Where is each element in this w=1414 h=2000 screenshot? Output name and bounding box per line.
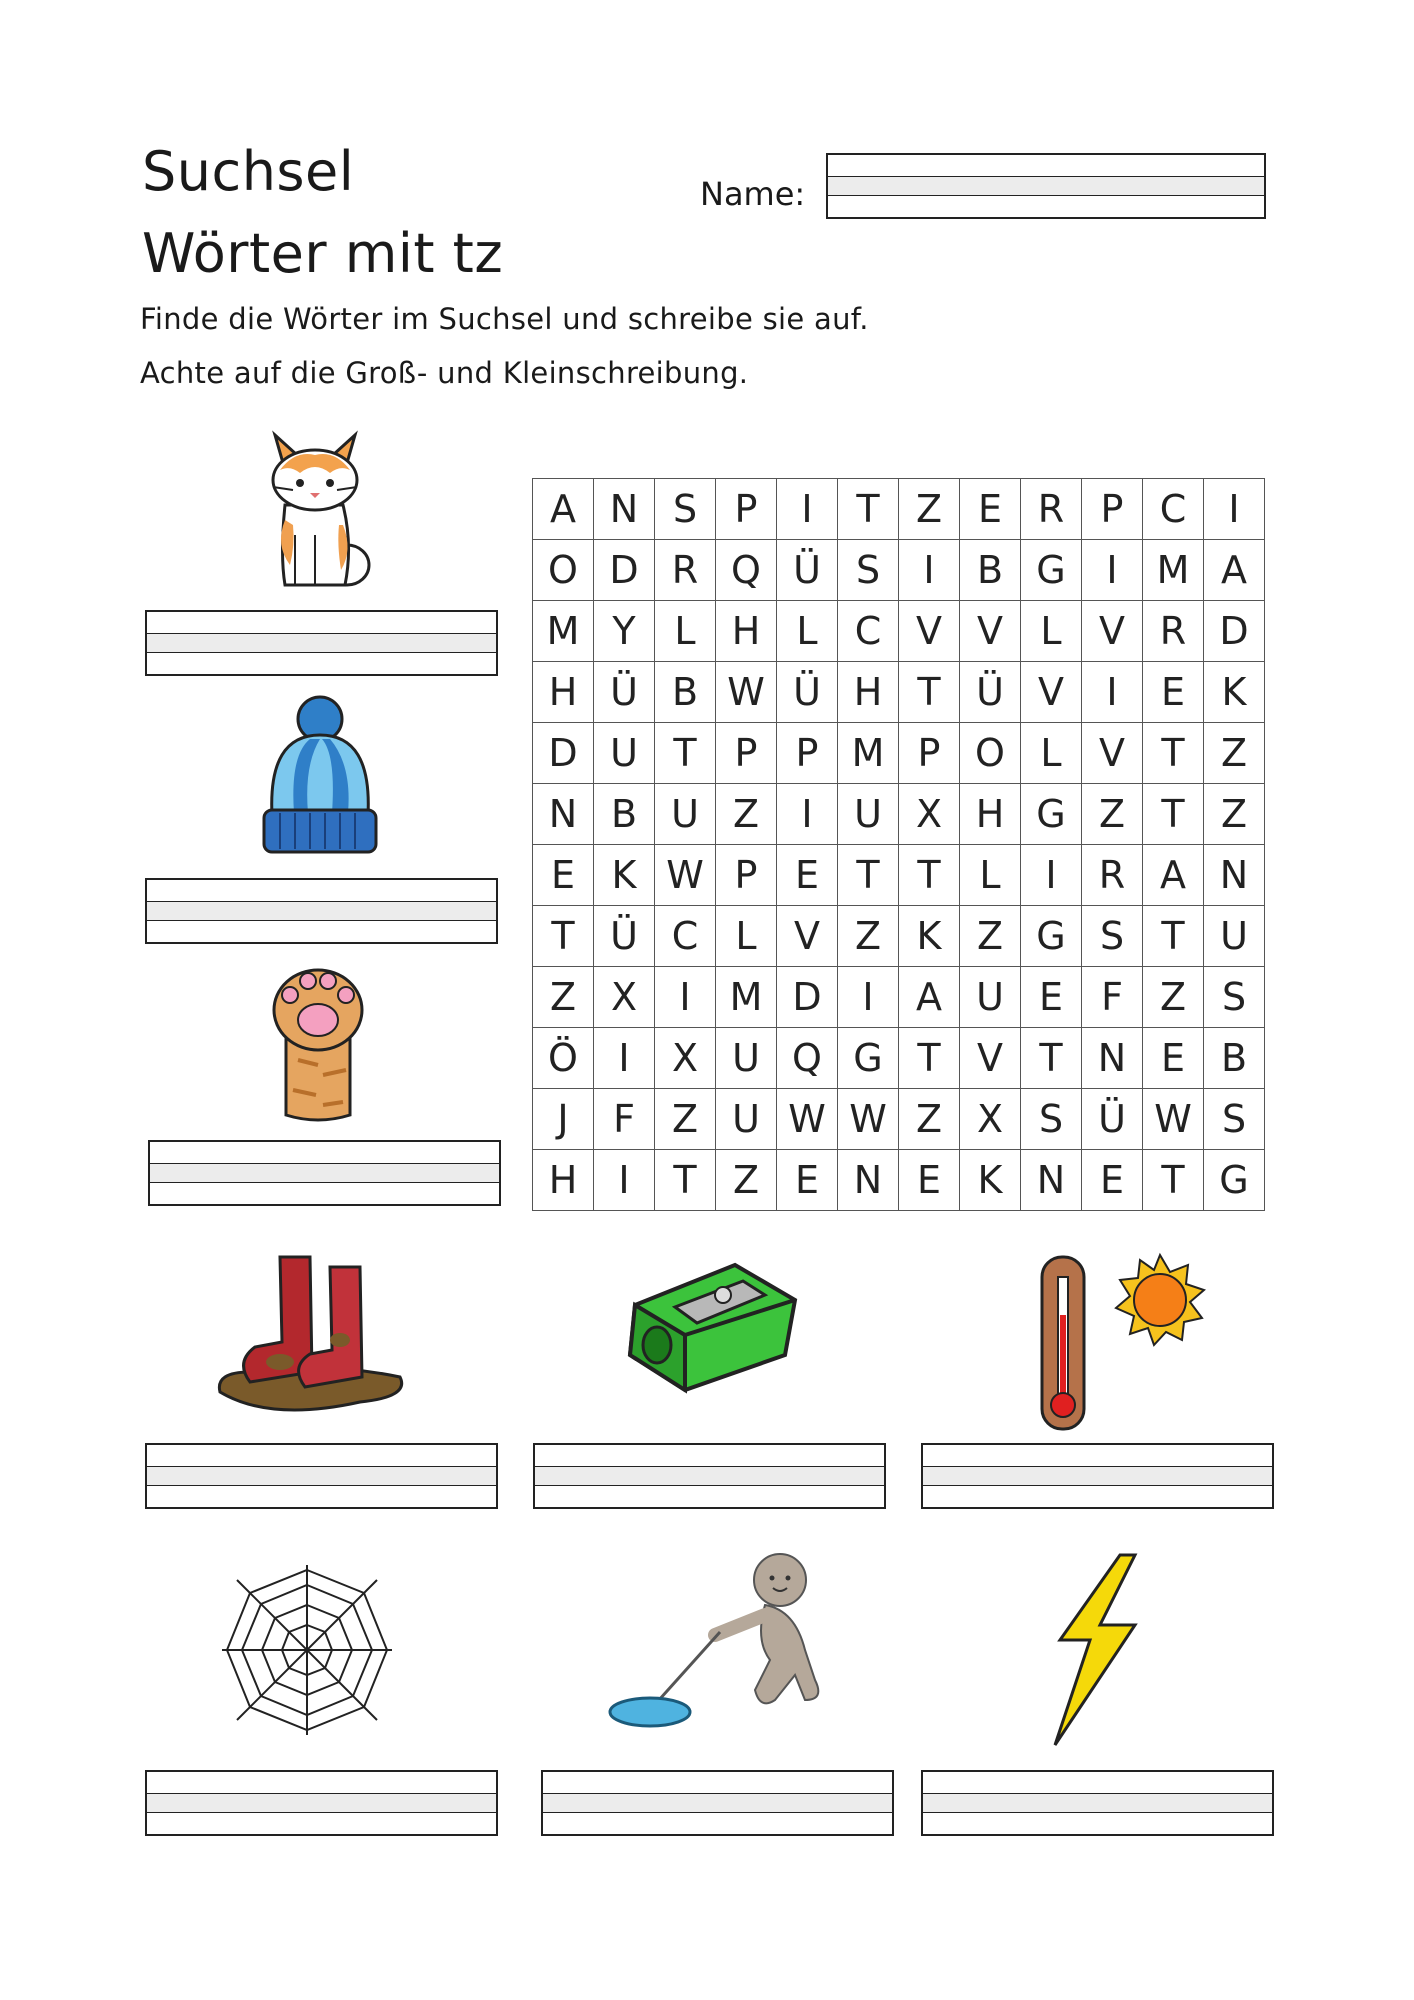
grid-cell[interactable]: Z xyxy=(899,479,960,540)
grid-cell[interactable]: M xyxy=(838,723,899,784)
answer-field-cat[interactable] xyxy=(145,610,498,676)
spider-web-icon xyxy=(222,1565,392,1735)
grid-cell[interactable]: I xyxy=(838,967,899,1028)
grid-cell[interactable]: Y xyxy=(594,601,655,662)
grid-cell[interactable]: V xyxy=(960,601,1021,662)
grid-cell[interactable]: T xyxy=(838,845,899,906)
grid-cell[interactable]: P xyxy=(716,479,777,540)
grid-cell[interactable]: Z xyxy=(1204,723,1265,784)
grid-cell[interactable]: P xyxy=(716,845,777,906)
grid-cell[interactable]: S xyxy=(1204,1089,1265,1150)
grid-cell[interactable]: Z xyxy=(1143,967,1204,1028)
grid-cell[interactable]: W xyxy=(1143,1089,1204,1150)
grid-cell[interactable]: H xyxy=(838,662,899,723)
grid-cell[interactable]: Ü xyxy=(1082,1089,1143,1150)
grid-cell[interactable]: E xyxy=(1021,967,1082,1028)
grid-cell[interactable]: L xyxy=(960,845,1021,906)
grid-cell[interactable]: E xyxy=(1143,1028,1204,1089)
grid-cell[interactable]: J xyxy=(533,1089,594,1150)
grid-cell[interactable]: E xyxy=(960,479,1021,540)
grid-cell[interactable]: N xyxy=(838,1150,899,1211)
grid-cell[interactable]: X xyxy=(960,1089,1021,1150)
grid-cell[interactable]: R xyxy=(1143,601,1204,662)
grid-cell[interactable]: N xyxy=(533,784,594,845)
grid-cell[interactable]: Z xyxy=(1204,784,1265,845)
grid-cell[interactable]: I xyxy=(899,540,960,601)
grid-cell[interactable]: Q xyxy=(777,1028,838,1089)
grid-cell[interactable]: V xyxy=(899,601,960,662)
grid-cell[interactable]: I xyxy=(777,479,838,540)
grid-cell[interactable]: D xyxy=(594,540,655,601)
grid-cell[interactable]: U xyxy=(594,723,655,784)
grid-cell[interactable]: T xyxy=(533,906,594,967)
grid-cell[interactable]: Z xyxy=(716,784,777,845)
grid-cell[interactable]: L xyxy=(1021,601,1082,662)
grid-cell[interactable]: A xyxy=(533,479,594,540)
grid-cell[interactable]: E xyxy=(1143,662,1204,723)
grid-cell[interactable]: B xyxy=(960,540,1021,601)
grid-cell[interactable]: I xyxy=(594,1150,655,1211)
grid-cell[interactable]: I xyxy=(777,784,838,845)
grid-cell[interactable]: G xyxy=(1204,1150,1265,1211)
worksheet-title: Suchsel xyxy=(142,140,355,203)
grid-cell[interactable]: L xyxy=(1021,723,1082,784)
answer-field-sharpener[interactable] xyxy=(533,1443,886,1509)
grid-cell[interactable]: I xyxy=(655,967,716,1028)
grid-cell[interactable]: A xyxy=(1204,540,1265,601)
grid-cell[interactable]: V xyxy=(777,906,838,967)
grid-cell[interactable]: W xyxy=(655,845,716,906)
answer-field-lightning[interactable] xyxy=(921,1770,1274,1836)
answer-field-thermometer[interactable] xyxy=(921,1443,1274,1509)
grid-cell[interactable]: L xyxy=(655,601,716,662)
grid-cell[interactable]: T xyxy=(838,479,899,540)
grid-cell[interactable]: H xyxy=(716,601,777,662)
grid-cell[interactable]: E xyxy=(533,845,594,906)
grid-cell[interactable]: S xyxy=(655,479,716,540)
grid-cell[interactable]: K xyxy=(899,906,960,967)
grid-cell[interactable]: T xyxy=(1143,723,1204,784)
grid-cell[interactable]: N xyxy=(594,479,655,540)
grid-cell[interactable]: C xyxy=(655,906,716,967)
grid-cell[interactable]: G xyxy=(1021,906,1082,967)
grid-cell[interactable]: F xyxy=(594,1089,655,1150)
grid-cell[interactable]: P xyxy=(899,723,960,784)
grid-cell[interactable]: X xyxy=(655,1028,716,1089)
grid-cell[interactable]: L xyxy=(777,601,838,662)
grid-cell[interactable]: A xyxy=(899,967,960,1028)
grid-cell[interactable]: S xyxy=(1082,906,1143,967)
grid-cell[interactable]: B xyxy=(594,784,655,845)
answer-field-web[interactable] xyxy=(145,1770,498,1836)
grid-cell[interactable]: N xyxy=(1204,845,1265,906)
grid-cell[interactable]: Ö xyxy=(533,1028,594,1089)
grid-cell[interactable]: P xyxy=(716,723,777,784)
grid-cell[interactable]: Z xyxy=(1082,784,1143,845)
grid-cell[interactable]: I xyxy=(594,1028,655,1089)
grid-cell[interactable]: L xyxy=(716,906,777,967)
grid-cell[interactable]: M xyxy=(533,601,594,662)
grid-cell[interactable]: Z xyxy=(960,906,1021,967)
grid-cell[interactable]: R xyxy=(1082,845,1143,906)
grid-cell[interactable]: Ü xyxy=(777,662,838,723)
grid-cell[interactable]: T xyxy=(1143,1150,1204,1211)
grid-cell[interactable]: T xyxy=(899,845,960,906)
name-label: Name: xyxy=(700,175,806,213)
grid-cell[interactable]: E xyxy=(1082,1150,1143,1211)
grid-cell[interactable]: B xyxy=(1204,1028,1265,1089)
instruction-line-1: Finde die Wörter im Suchsel und schreibe sie auf. xyxy=(140,302,869,336)
answer-field-hat[interactable] xyxy=(145,878,498,944)
grid-cell[interactable]: U xyxy=(1204,906,1265,967)
grid-cell[interactable]: H xyxy=(533,1150,594,1211)
grid-cell[interactable]: C xyxy=(1143,479,1204,540)
grid-cell[interactable]: O xyxy=(960,723,1021,784)
grid-cell[interactable]: D xyxy=(777,967,838,1028)
grid-cell[interactable]: O xyxy=(533,540,594,601)
grid-cell[interactable]: U xyxy=(716,1028,777,1089)
worksheet-subtitle: Wörter mit tz xyxy=(142,222,504,285)
instruction-line-2: Achte auf die Groß- und Kleinschreibung. xyxy=(140,356,749,390)
grid-cell[interactable]: N xyxy=(1021,1150,1082,1211)
grid-cell[interactable]: T xyxy=(1021,1028,1082,1089)
grid-cell[interactable]: A xyxy=(1143,845,1204,906)
grid-cell[interactable]: B xyxy=(655,662,716,723)
grid-cell[interactable]: S xyxy=(1021,1089,1082,1150)
grid-cell[interactable]: I xyxy=(1082,662,1143,723)
grid-cell[interactable]: Ü xyxy=(960,662,1021,723)
grid-cell[interactable]: Ü xyxy=(777,540,838,601)
grid-cell[interactable]: T xyxy=(655,723,716,784)
grid-cell[interactable]: P xyxy=(777,723,838,784)
grid-cell[interactable]: T xyxy=(899,662,960,723)
grid-cell[interactable]: I xyxy=(1021,845,1082,906)
grid-cell[interactable]: D xyxy=(533,723,594,784)
grid-cell[interactable]: S xyxy=(1204,967,1265,1028)
grid-cell[interactable]: H xyxy=(960,784,1021,845)
grid-cell[interactable]: G xyxy=(838,1028,899,1089)
grid-cell[interactable]: H xyxy=(533,662,594,723)
grid-cell[interactable]: V xyxy=(1082,601,1143,662)
grid-cell[interactable]: C xyxy=(838,601,899,662)
grid-cell[interactable]: M xyxy=(716,967,777,1028)
grid-cell[interactable]: M xyxy=(1143,540,1204,601)
grid-cell[interactable]: P xyxy=(1082,479,1143,540)
grid-cell[interactable]: E xyxy=(777,1150,838,1211)
grid-cell[interactable]: W xyxy=(838,1089,899,1150)
grid-cell[interactable]: T xyxy=(1143,784,1204,845)
pencil-sharpener-icon xyxy=(625,1245,805,1395)
grid-cell[interactable]: I xyxy=(1204,479,1265,540)
grid-cell[interactable]: T xyxy=(899,1028,960,1089)
grid-cell[interactable]: Z xyxy=(838,906,899,967)
grid-cell[interactable]: K xyxy=(594,845,655,906)
grid-cell[interactable]: N xyxy=(1082,1028,1143,1089)
grid-cell[interactable]: R xyxy=(655,540,716,601)
grid-cell[interactable]: G xyxy=(1021,784,1082,845)
muddy-boots-icon xyxy=(210,1252,410,1422)
cat-icon xyxy=(255,425,375,595)
wool-hat-icon xyxy=(260,695,380,860)
grid-cell[interactable]: E xyxy=(777,845,838,906)
grid-cell[interactable]: T xyxy=(655,1150,716,1211)
lightning-bolt-icon xyxy=(1050,1555,1140,1745)
grid-cell[interactable]: S xyxy=(838,540,899,601)
grid-cell[interactable]: V xyxy=(1021,662,1082,723)
word-search-grid[interactable] xyxy=(532,478,1265,1211)
grid-cell[interactable]: X xyxy=(594,967,655,1028)
grid-cell[interactable]: D xyxy=(1204,601,1265,662)
name-field[interactable] xyxy=(826,153,1266,219)
grid-cell[interactable]: V xyxy=(960,1028,1021,1089)
cat-paw-icon xyxy=(268,965,368,1125)
grid-cell[interactable]: W xyxy=(777,1089,838,1150)
grid-cell[interactable]: Q xyxy=(716,540,777,601)
grid-cell[interactable]: U xyxy=(716,1089,777,1150)
grid-cell[interactable]: Ü xyxy=(594,662,655,723)
grid-cell[interactable]: R xyxy=(1021,479,1082,540)
person-mopping-icon xyxy=(605,1550,865,1750)
grid-cell[interactable]: G xyxy=(1021,540,1082,601)
grid-cell[interactable]: U xyxy=(960,967,1021,1028)
grid-cell[interactable]: Ü xyxy=(594,906,655,967)
grid-cell[interactable]: E xyxy=(899,1150,960,1211)
grid-cell[interactable]: Z xyxy=(533,967,594,1028)
grid-cell[interactable]: I xyxy=(1082,540,1143,601)
answer-field-mop[interactable] xyxy=(541,1770,894,1836)
answer-field-boots[interactable] xyxy=(145,1443,498,1509)
grid-cell[interactable]: Z xyxy=(716,1150,777,1211)
grid-cell[interactable]: V xyxy=(1082,723,1143,784)
grid-cell[interactable]: U xyxy=(655,784,716,845)
grid-cell[interactable]: Z xyxy=(899,1089,960,1150)
grid-cell[interactable]: K xyxy=(1204,662,1265,723)
grid-cell[interactable]: X xyxy=(899,784,960,845)
grid-cell[interactable]: U xyxy=(838,784,899,845)
grid-cell[interactable]: Z xyxy=(655,1089,716,1150)
grid-cell[interactable]: F xyxy=(1082,967,1143,1028)
thermometer-sun-icon xyxy=(1040,1255,1220,1435)
grid-cell[interactable]: K xyxy=(960,1150,1021,1211)
grid-cell[interactable]: W xyxy=(716,662,777,723)
answer-field-paw[interactable] xyxy=(148,1140,501,1206)
grid-cell[interactable]: T xyxy=(1143,906,1204,967)
